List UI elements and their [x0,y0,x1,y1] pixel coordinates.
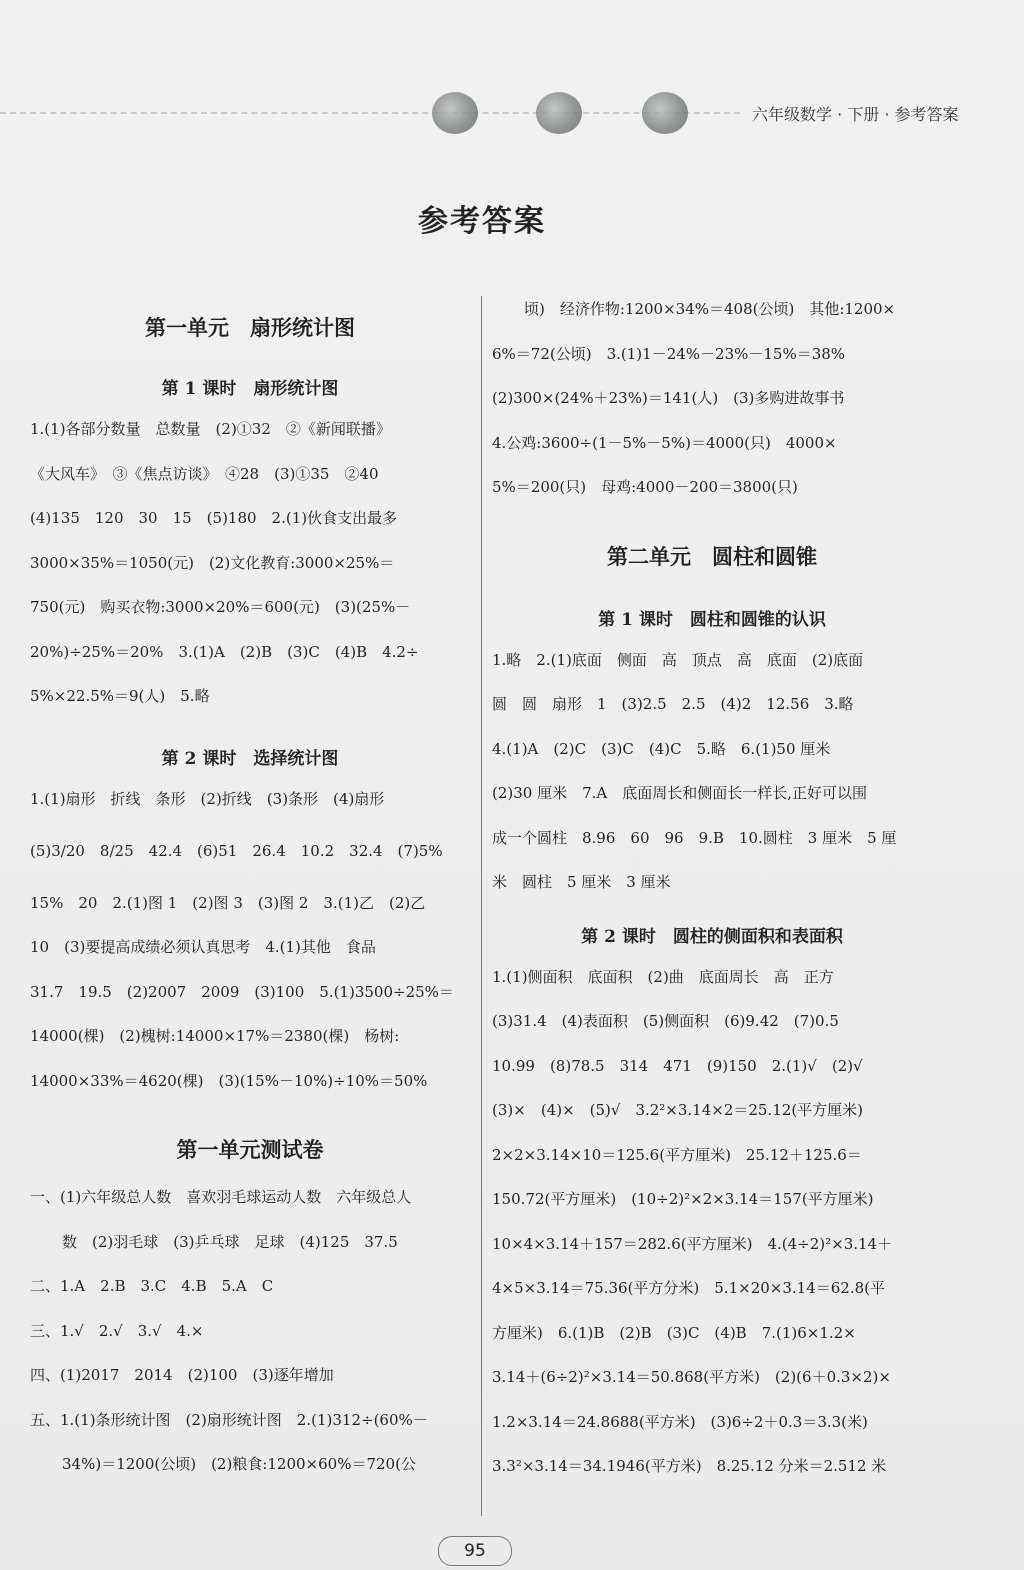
answer-line: 34%)＝1200(公顷) (2)粮食:1200×60%＝720(公 [62,1455,416,1473]
answer-line: 方厘米) 6.(1)B (2)B (3)C (4)B 7.(1)6×1.2× [492,1323,856,1342]
answer-line: 4.公鸡:3600÷(1－5%－5%)＝4000(只) 4000× [492,433,837,452]
answer-line: 31.7 19.5 (2)2007 2009 (3)100 5.(1)3500÷25%＝ [30,982,454,1001]
answer-line: 5%＝200(只) 母鸡:4000－200＝3800(只) [492,478,798,496]
answer-line: 一、(1)六年级总人数 喜欢羽毛球运动人数 六年级总人 [30,1188,412,1206]
answer-line: 三、1.√ 2.√ 3.√ 4.× [30,1321,204,1340]
answer-line: (3)31.4 (4)表面积 (5)侧面积 (6)9.42 (7)0.5 [492,1012,839,1030]
answer-line: 14000×33%＝4620(棵) (3)(15%－10%)÷10%＝50% [30,1071,428,1090]
answer-line: 1.略 2.(1)底面 侧面 高 顶点 高 底面 (2)底面 [492,650,864,669]
answer-line: 成一个圆柱 8.96 60 96 9.B 10.圆柱 3 厘米 5 厘 [492,828,897,847]
answer-line: 米 圆柱 5 厘米 3 厘米 [492,873,671,891]
answer-line: 4.(1)A (2)C (3)C (4)C 5.略 6.(1)50 厘米 [492,739,831,758]
lesson-heading: 第 1 课时 扇形统计图 [161,379,339,399]
page-title: 参考答案 [418,204,546,239]
answer-line: 五、1.(1)条形统计图 (2)扇形统计图 2.(1)312÷(60%－ [30,1410,428,1429]
answer-line: (2)300×(24%＋23%)＝141(人) (3)多购进故事书 [492,389,845,407]
answer-line: 3.14＋(6÷2)²×3.14＝50.868(平方米) (2)(6＋0.3×2)× [492,1368,891,1386]
answer-line: 10×4×3.14＋157＝282.6(平方厘米) 4.(4÷2)²×3.14＋ [492,1234,893,1253]
answer-line: 750(元) 购买衣物:3000×20%＝600(元) (3)(25%－ [30,598,411,616]
decorative-emblem-icon [642,92,688,134]
answer-line: 二、1.A 2.B 3.C 4.B 5.A C [30,1277,274,1295]
answer-line: 10.99 (8)78.5 314 471 (9)150 2.(1)√ (2)√ [492,1056,863,1075]
page-number: 95 [438,1536,512,1566]
lesson-heading: 第 2 课时 圆柱的侧面积和表面积 [581,926,843,947]
right-column [492,290,932,1500]
decorative-emblem-icon [432,92,478,134]
running-header: 六年级数学 · 下册 · 参考答案 [752,105,959,124]
answer-line: 5%×22.5%＝9(人) 5.略 [30,687,210,705]
left-column [30,290,470,1498]
answer-line: 1.2×3.14＝24.8688(平方米) (3)6÷2＋0.3＝3.3(米) [492,1412,868,1431]
column-divider [481,296,482,1516]
answer-line: (2)30 厘米 7.A 底面周长和侧面长一样长,正好可以围 [492,784,868,802]
answer-line: 150.72(平方厘米) (10÷2)²×2×3.14＝157(平方厘米) [492,1190,874,1208]
answer-line: (5)3/20 8/25 42.4 (6)51 26.4 10.2 32.4 (7)5% [30,841,443,860]
answer-line: 2×2×3.14×10＝125.6(平方厘米) 25.12＋125.6＝ [492,1145,862,1164]
answer-line: 3.3²×3.14＝34.1946(平方米) 8.25.12 分米＝2.512 米 [492,1457,887,1475]
decorative-emblem-icon [536,92,582,134]
answer-line: 14000(棵) (2)槐树:14000×17%＝2380(棵) 杨树: [30,1027,400,1045]
test-heading: 第一单元测试卷 [176,1137,324,1162]
lesson-heading: 第 1 课时 圆柱和圆锥的认识 [598,609,826,630]
answer-line: 1.(1)侧面积 底面积 (2)曲 底面周长 高 正方 [492,967,834,986]
answer-line: (3)× (4)× (5)√ 3.2²×3.14×2＝25.12(平方厘米) [492,1101,864,1119]
answer-line: 四、(1)2017 2014 (2)100 (3)逐年增加 [30,1366,334,1384]
answer-line: 圆 圆 扇形 1 (3)2.5 2.5 (4)2 12.56 3.略 [492,695,854,713]
answer-line: 3000×35%＝1050(元) (2)文化教育:3000×25%＝ [30,553,395,572]
answer-line: 20%)÷25%＝20% 3.(1)A (2)B (3)C (4)B 4.2÷ [30,642,419,661]
unit-heading: 第一单元 扇形统计图 [145,315,355,340]
answer-line: 顷) 经济作物:1200×34%＝408(公顷) 其他:1200× [524,300,896,318]
answer-line: 10 (3)要提高成绩必须认真思考 4.(1)其他 食品 [30,938,376,956]
answer-line: 4×5×3.14＝75.36(平方分米) 5.1×20×3.14＝62.8(平 [492,1279,885,1297]
answer-line: 1.(1)各部分数量 总数量 (2)①32 ②《新闻联播》 [30,420,391,438]
lesson-heading: 第 2 课时 选择统计图 [161,748,339,769]
answer-line: 1.(1)扇形 折线 条形 (2)折线 (3)条形 (4)扇形 [30,789,385,808]
answer-line: 《大风车》 ③《焦点访谈》 ④28 (3)①35 ②40 [30,464,379,483]
header-dashed-line [0,112,740,114]
answer-line: 数 (2)羽毛球 (3)乒乓球 足球 (4)125 37.5 [62,1232,398,1251]
answer-line: 6%＝72(公顷) 3.(1)1－24%－23%－15%＝38% [492,344,846,363]
unit-heading: 第二单元 圆柱和圆锥 [607,543,817,569]
answer-line: (4)135 120 30 15 (5)180 2.(1)伙食支出最多 [30,509,398,527]
answer-line: 15% 20 2.(1)图 1 (2)图 3 (3)图 2 3.(1)乙 (2)乙 [30,893,426,912]
